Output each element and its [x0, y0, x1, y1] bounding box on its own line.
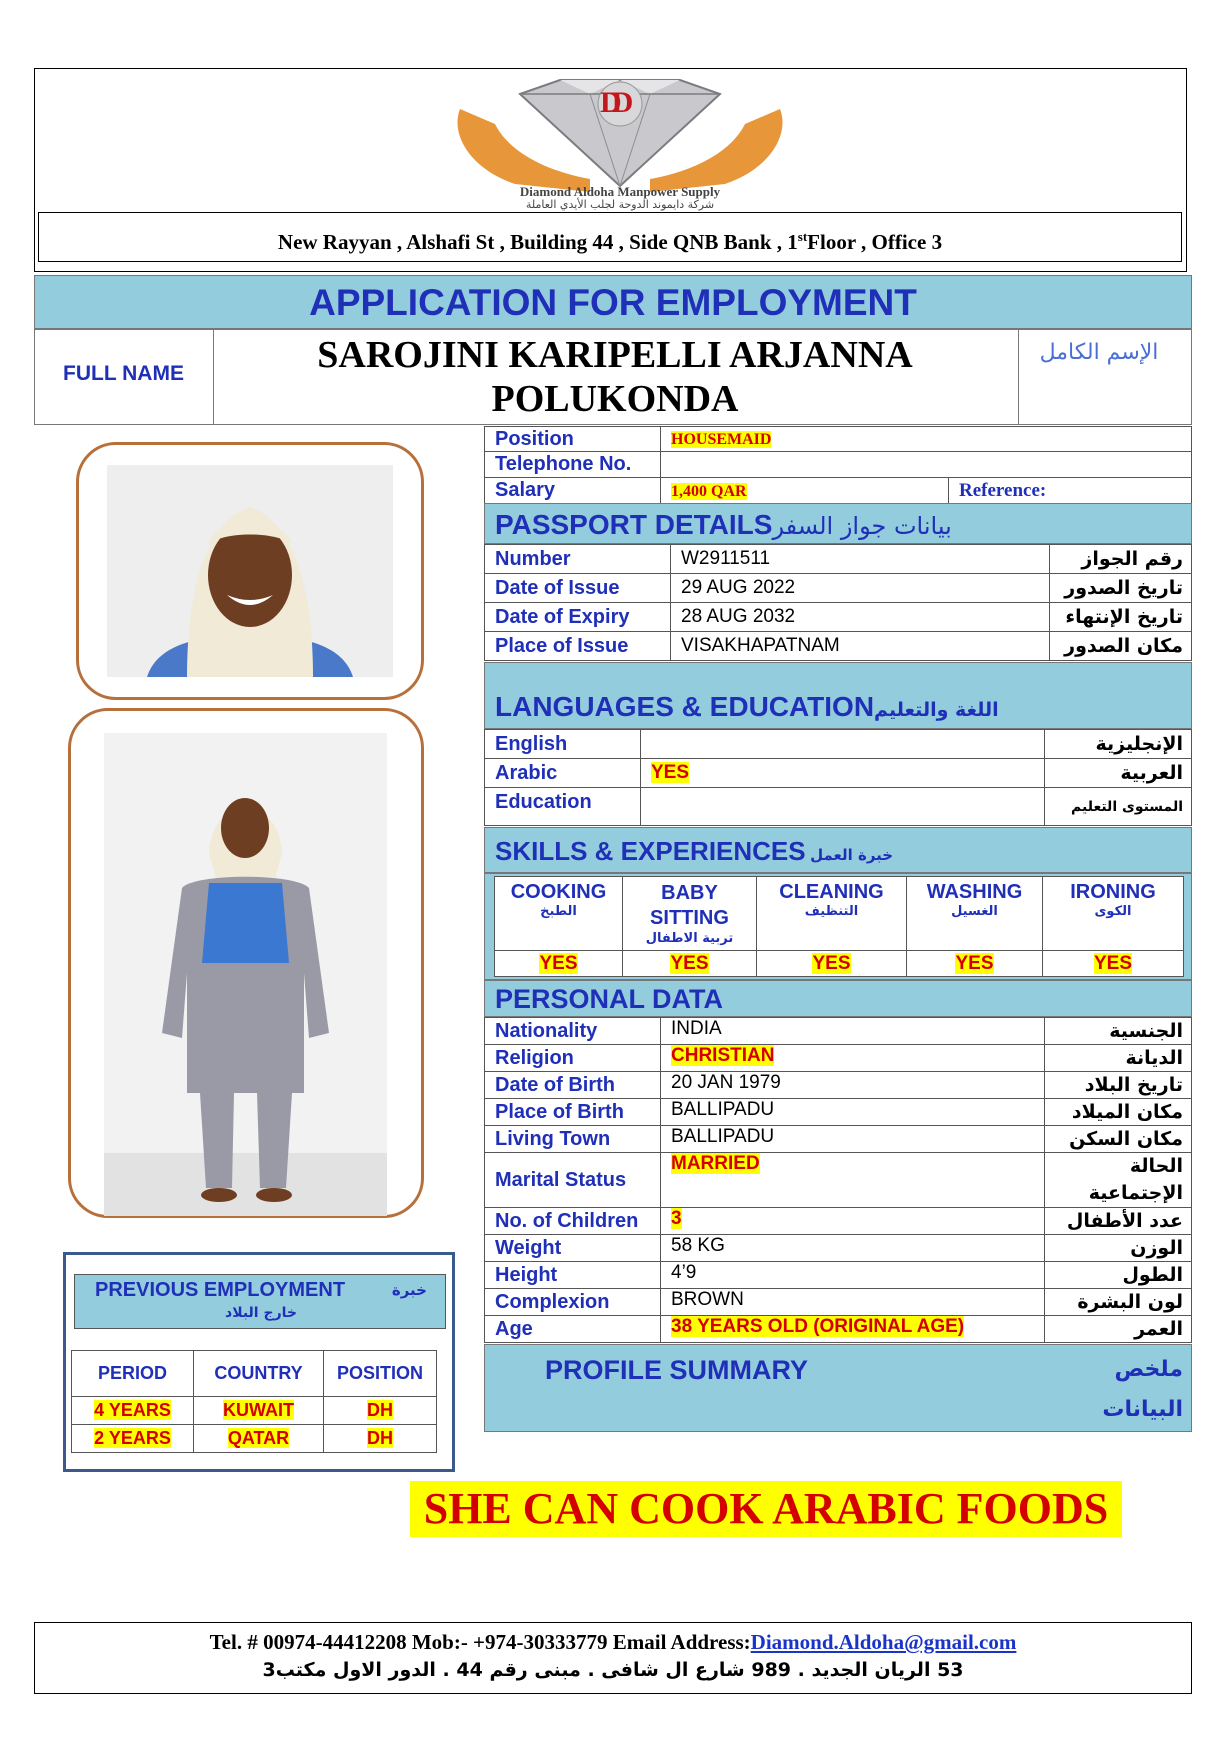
language-value	[641, 788, 1045, 826]
passport-row-label-ar: رقم الجواز	[1050, 545, 1192, 574]
skills-header-ar: خبرة العمل	[810, 846, 894, 864]
reference-label: Reference:	[949, 478, 1192, 504]
language-label: English	[485, 730, 641, 759]
skill-value-cell	[1043, 951, 1184, 977]
full-name-divider-left	[213, 329, 214, 425]
skill-label: COOKING	[510, 881, 607, 903]
passport-row-label: Number	[485, 545, 671, 574]
telephone-label: Telephone No.	[485, 452, 661, 478]
employment-cell	[194, 1425, 324, 1453]
personal-row-value: BALLIPADU	[661, 1099, 1045, 1126]
passport-row	[485, 574, 1192, 603]
skill-cell	[623, 877, 757, 951]
languages-header	[484, 662, 1192, 729]
personal-row-label-ar: عدد الأطفال	[1045, 1208, 1192, 1235]
passport-table	[484, 544, 1192, 661]
skill-value: YES	[670, 952, 709, 974]
passport-row-label-ar: تاريخ الصدور	[1050, 574, 1192, 603]
passport-row-label: Date of Expiry	[485, 603, 671, 632]
skill-label-ar: الغسيل	[951, 904, 998, 919]
position-value: HOUSEMAID	[671, 431, 772, 448]
language-label: Education	[485, 788, 641, 826]
employment-cell	[72, 1397, 194, 1425]
skill-label: IRONING	[1070, 881, 1156, 903]
employment-row	[72, 1397, 437, 1425]
personal-row	[485, 1289, 1192, 1316]
footer-contact-text: Tel. # 00974-44412208 Mob:- +974-30333779 Email Address:	[209, 1630, 751, 1654]
passport-row-value: VISAKHAPATNAM	[671, 632, 1050, 661]
personal-row-label-ar: الجنسية	[1045, 1018, 1192, 1045]
footer-contact	[34, 1630, 1192, 1655]
passport-row	[485, 632, 1192, 661]
salary-cell	[661, 478, 949, 504]
cooking-note: SHE CAN COOK ARABIC FOODS	[410, 1481, 1122, 1537]
full-name-value: SAROJINI KARIPELLI ARJANNA POLUKONDA	[317, 334, 913, 420]
personal-row-value: CHRISTIAN	[671, 1045, 775, 1066]
address-suffix: Floor , Office 3	[807, 230, 943, 254]
language-value: YES	[651, 762, 690, 783]
personal-row-value: 20 JAN 1979	[661, 1072, 1045, 1099]
skill-label-ar: الكوى	[1094, 904, 1132, 919]
full-name-label: FULL NAME	[63, 362, 184, 385]
personal-row	[485, 1316, 1192, 1343]
employment-cell	[324, 1397, 437, 1425]
footer-email-link[interactable]: Diamond.Aldoha@gmail.com	[750, 1630, 1017, 1654]
skill-cell	[907, 877, 1043, 951]
personal-row-value: INDIA	[661, 1018, 1045, 1045]
skill-value: YES	[539, 952, 578, 974]
skill-label-ar: الطبخ	[540, 904, 577, 919]
personal-row	[485, 1045, 1192, 1072]
personal-row-label-ar: الديانة	[1045, 1045, 1192, 1072]
personal-row-label-ar: الوزن	[1045, 1235, 1192, 1262]
personal-row-label: Religion	[485, 1045, 661, 1072]
skill-cell	[1043, 877, 1184, 951]
skills-header	[484, 827, 1192, 873]
employment-row	[72, 1425, 437, 1453]
personal-row-label: Marital Status	[485, 1153, 661, 1208]
passport-row-value: 29 AUG 2022	[671, 574, 1050, 603]
full-name-label-ar: الإسم الكامل	[1039, 340, 1159, 365]
skill-cell	[757, 877, 907, 951]
previous-employment-title-ar-1: خبرة	[391, 1281, 427, 1299]
company-name-ar: شركة دايموند الدوحة لجلب الأيدي العاملة	[525, 198, 715, 211]
personal-row-value: MARRIED	[671, 1153, 760, 1174]
portrait-photo	[107, 465, 393, 677]
personal-header-en: PERSONAL DATA	[495, 984, 724, 1014]
full-body-woman-icon	[104, 733, 387, 1216]
job-details-table	[484, 426, 1192, 504]
skill-label-ar: التنظيف	[804, 904, 859, 919]
personal-header	[484, 980, 1192, 1017]
personal-row-label-ar: لون البشرة	[1045, 1289, 1192, 1316]
profile-summary-title-ar-1: ملخص	[1114, 1357, 1183, 1382]
personal-row-label: Weight	[485, 1235, 661, 1262]
personal-row	[485, 1153, 1192, 1208]
personal-row	[485, 1235, 1192, 1262]
language-label-ar: الإنجليزية	[1045, 730, 1192, 759]
personal-row-value: BALLIPADU	[661, 1126, 1045, 1153]
employment-cell	[194, 1397, 324, 1425]
profile-summary-title-ar-2: البيانات	[1102, 1397, 1183, 1422]
company-name-en: Diamond Aldoha Manpower Supply	[519, 184, 721, 199]
personal-row-label-ar: مكان السكن	[1045, 1126, 1192, 1153]
personal-row-value: 4’9	[661, 1262, 1045, 1289]
employment-country: KUWAIT	[223, 1400, 294, 1420]
skill-value: YES	[812, 952, 851, 974]
full-name-divider-right	[1018, 329, 1019, 425]
language-label: Arabic	[485, 759, 641, 788]
passport-header-en: PASSPORT DETAILS	[495, 509, 773, 540]
languages-table	[484, 729, 1192, 826]
application-title-bar	[34, 275, 1192, 329]
salary-value: 1,400 QAR	[671, 482, 747, 500]
skill-value-cell	[495, 951, 623, 977]
personal-row-label: Age	[485, 1316, 661, 1343]
personal-row-value-cell	[661, 1045, 1045, 1072]
column-header-period: PERIOD	[72, 1351, 194, 1397]
personal-row-value: 38 YEARS OLD (ORIGINAL AGE)	[671, 1316, 965, 1337]
skill-label: BABY SITTING	[650, 882, 729, 929]
personal-row-value-cell	[661, 1316, 1045, 1343]
previous-employment-table	[71, 1350, 437, 1453]
passport-row-value: 28 AUG 2032	[671, 603, 1050, 632]
passport-row	[485, 545, 1192, 574]
personal-row-value: 58 KG	[661, 1235, 1045, 1262]
personal-row-label: Complexion	[485, 1289, 661, 1316]
personal-row-label: No. of Children	[485, 1208, 661, 1235]
personal-row-label-ar: العمر	[1045, 1316, 1192, 1343]
passport-row-label: Place of Issue	[485, 632, 671, 661]
skill-label: CLEANING	[779, 881, 884, 903]
skill-value-cell	[623, 951, 757, 977]
passport-row-label-ar: تاريخ الإنتهاء	[1050, 603, 1192, 632]
column-header-country: COUNTRY	[194, 1351, 324, 1397]
personal-row-label: Place of Birth	[485, 1099, 661, 1126]
language-value	[641, 730, 1045, 759]
personal-row-label-ar: مكان الميلاد	[1045, 1099, 1192, 1126]
personal-row	[485, 1126, 1192, 1153]
skill-value: YES	[955, 952, 994, 974]
previous-employment-title-ar-2: خارج البلاد	[225, 1305, 297, 1321]
personal-row	[485, 1208, 1192, 1235]
employment-country: QATAR	[227, 1428, 290, 1448]
language-row	[485, 788, 1192, 826]
position-cell	[661, 427, 1192, 452]
personal-row-label: Date of Birth	[485, 1072, 661, 1099]
skills-table	[494, 876, 1184, 977]
personal-row-label-ar: الطول	[1045, 1262, 1192, 1289]
personal-row	[485, 1262, 1192, 1289]
personal-row-label: Living Town	[485, 1126, 661, 1153]
personal-table	[484, 1017, 1192, 1343]
employment-position: DH	[367, 1400, 393, 1420]
column-header-position: POSITION	[324, 1351, 437, 1397]
skill-label-ar: تربية الاطفال	[645, 931, 734, 946]
languages-header-en: LANGUAGES & EDUCATION	[495, 691, 875, 722]
previous-employment-title: PREVIOUS EMPLOYMENT	[95, 1279, 346, 1301]
skill-value-cell	[757, 951, 907, 977]
passport-row	[485, 603, 1192, 632]
portrait-woman-icon	[107, 465, 393, 677]
passport-row-label-ar: مكان الصدور	[1050, 632, 1192, 661]
telephone-value	[661, 452, 1192, 478]
passport-rows	[485, 545, 1192, 661]
employment-period: 2 YEARS	[94, 1428, 171, 1448]
employment-cell	[72, 1425, 194, 1453]
personal-row-label: Height	[485, 1262, 661, 1289]
position-label: Position	[485, 427, 661, 452]
personal-row	[485, 1072, 1192, 1099]
personal-row	[485, 1099, 1192, 1126]
skills-header-en: SKILLS & EXPERIENCES	[495, 836, 806, 866]
language-label-ar: المستوى التعليم	[1045, 788, 1192, 826]
personal-row-label-ar: تاريخ البلاد	[1045, 1072, 1192, 1099]
language-row	[485, 730, 1192, 759]
footer-address-ar: 53 الريان الجديد . 989 شارع ال شافى . مبنى رقم 44 . الدور الاول مكتب3	[262, 1659, 964, 1681]
language-row	[485, 759, 1192, 788]
personal-row-value-cell	[661, 1153, 1045, 1208]
languages-header-ar: اللغة والتعليم	[874, 699, 999, 721]
personal-row-value: BROWN	[661, 1289, 1045, 1316]
skill-label: WASHING	[926, 881, 1023, 903]
personal-row-label-ar: الحالة الإجتماعية	[1045, 1153, 1192, 1208]
address-superscript: st	[797, 229, 808, 244]
address-text: New Rayyan , Alshafi St , Building 44 , Side QNB Bank , 1	[277, 230, 798, 254]
personal-row	[485, 1018, 1192, 1045]
skill-value: YES	[1093, 952, 1133, 974]
logo-letters: DD	[600, 86, 624, 119]
passport-row-value: W2911511	[671, 545, 1050, 574]
personal-row-value-cell	[661, 1208, 1045, 1235]
employment-position: DH	[367, 1428, 393, 1448]
employment-cell	[324, 1425, 437, 1453]
salary-label: Salary	[485, 478, 661, 504]
employment-period: 4 YEARS	[94, 1400, 171, 1420]
full-body-photo	[104, 733, 387, 1216]
skill-cell	[495, 877, 623, 951]
profile-summary-header	[484, 1344, 1192, 1432]
profile-summary-title: PROFILE SUMMARY	[545, 1355, 808, 1385]
passport-header	[484, 503, 1192, 544]
page-title: APPLICATION FOR EMPLOYMENT	[309, 282, 917, 323]
skill-value-cell	[907, 951, 1043, 977]
passport-header-ar: بيانات جواز السفر	[772, 512, 952, 540]
language-label-ar: العربية	[1045, 759, 1192, 788]
personal-row-value: 3	[671, 1208, 682, 1229]
passport-row-label: Date of Issue	[485, 574, 671, 603]
address-bar	[38, 212, 1182, 262]
language-value-cell	[641, 759, 1045, 788]
personal-row-label: Nationality	[485, 1018, 661, 1045]
previous-employment-header	[74, 1274, 446, 1329]
